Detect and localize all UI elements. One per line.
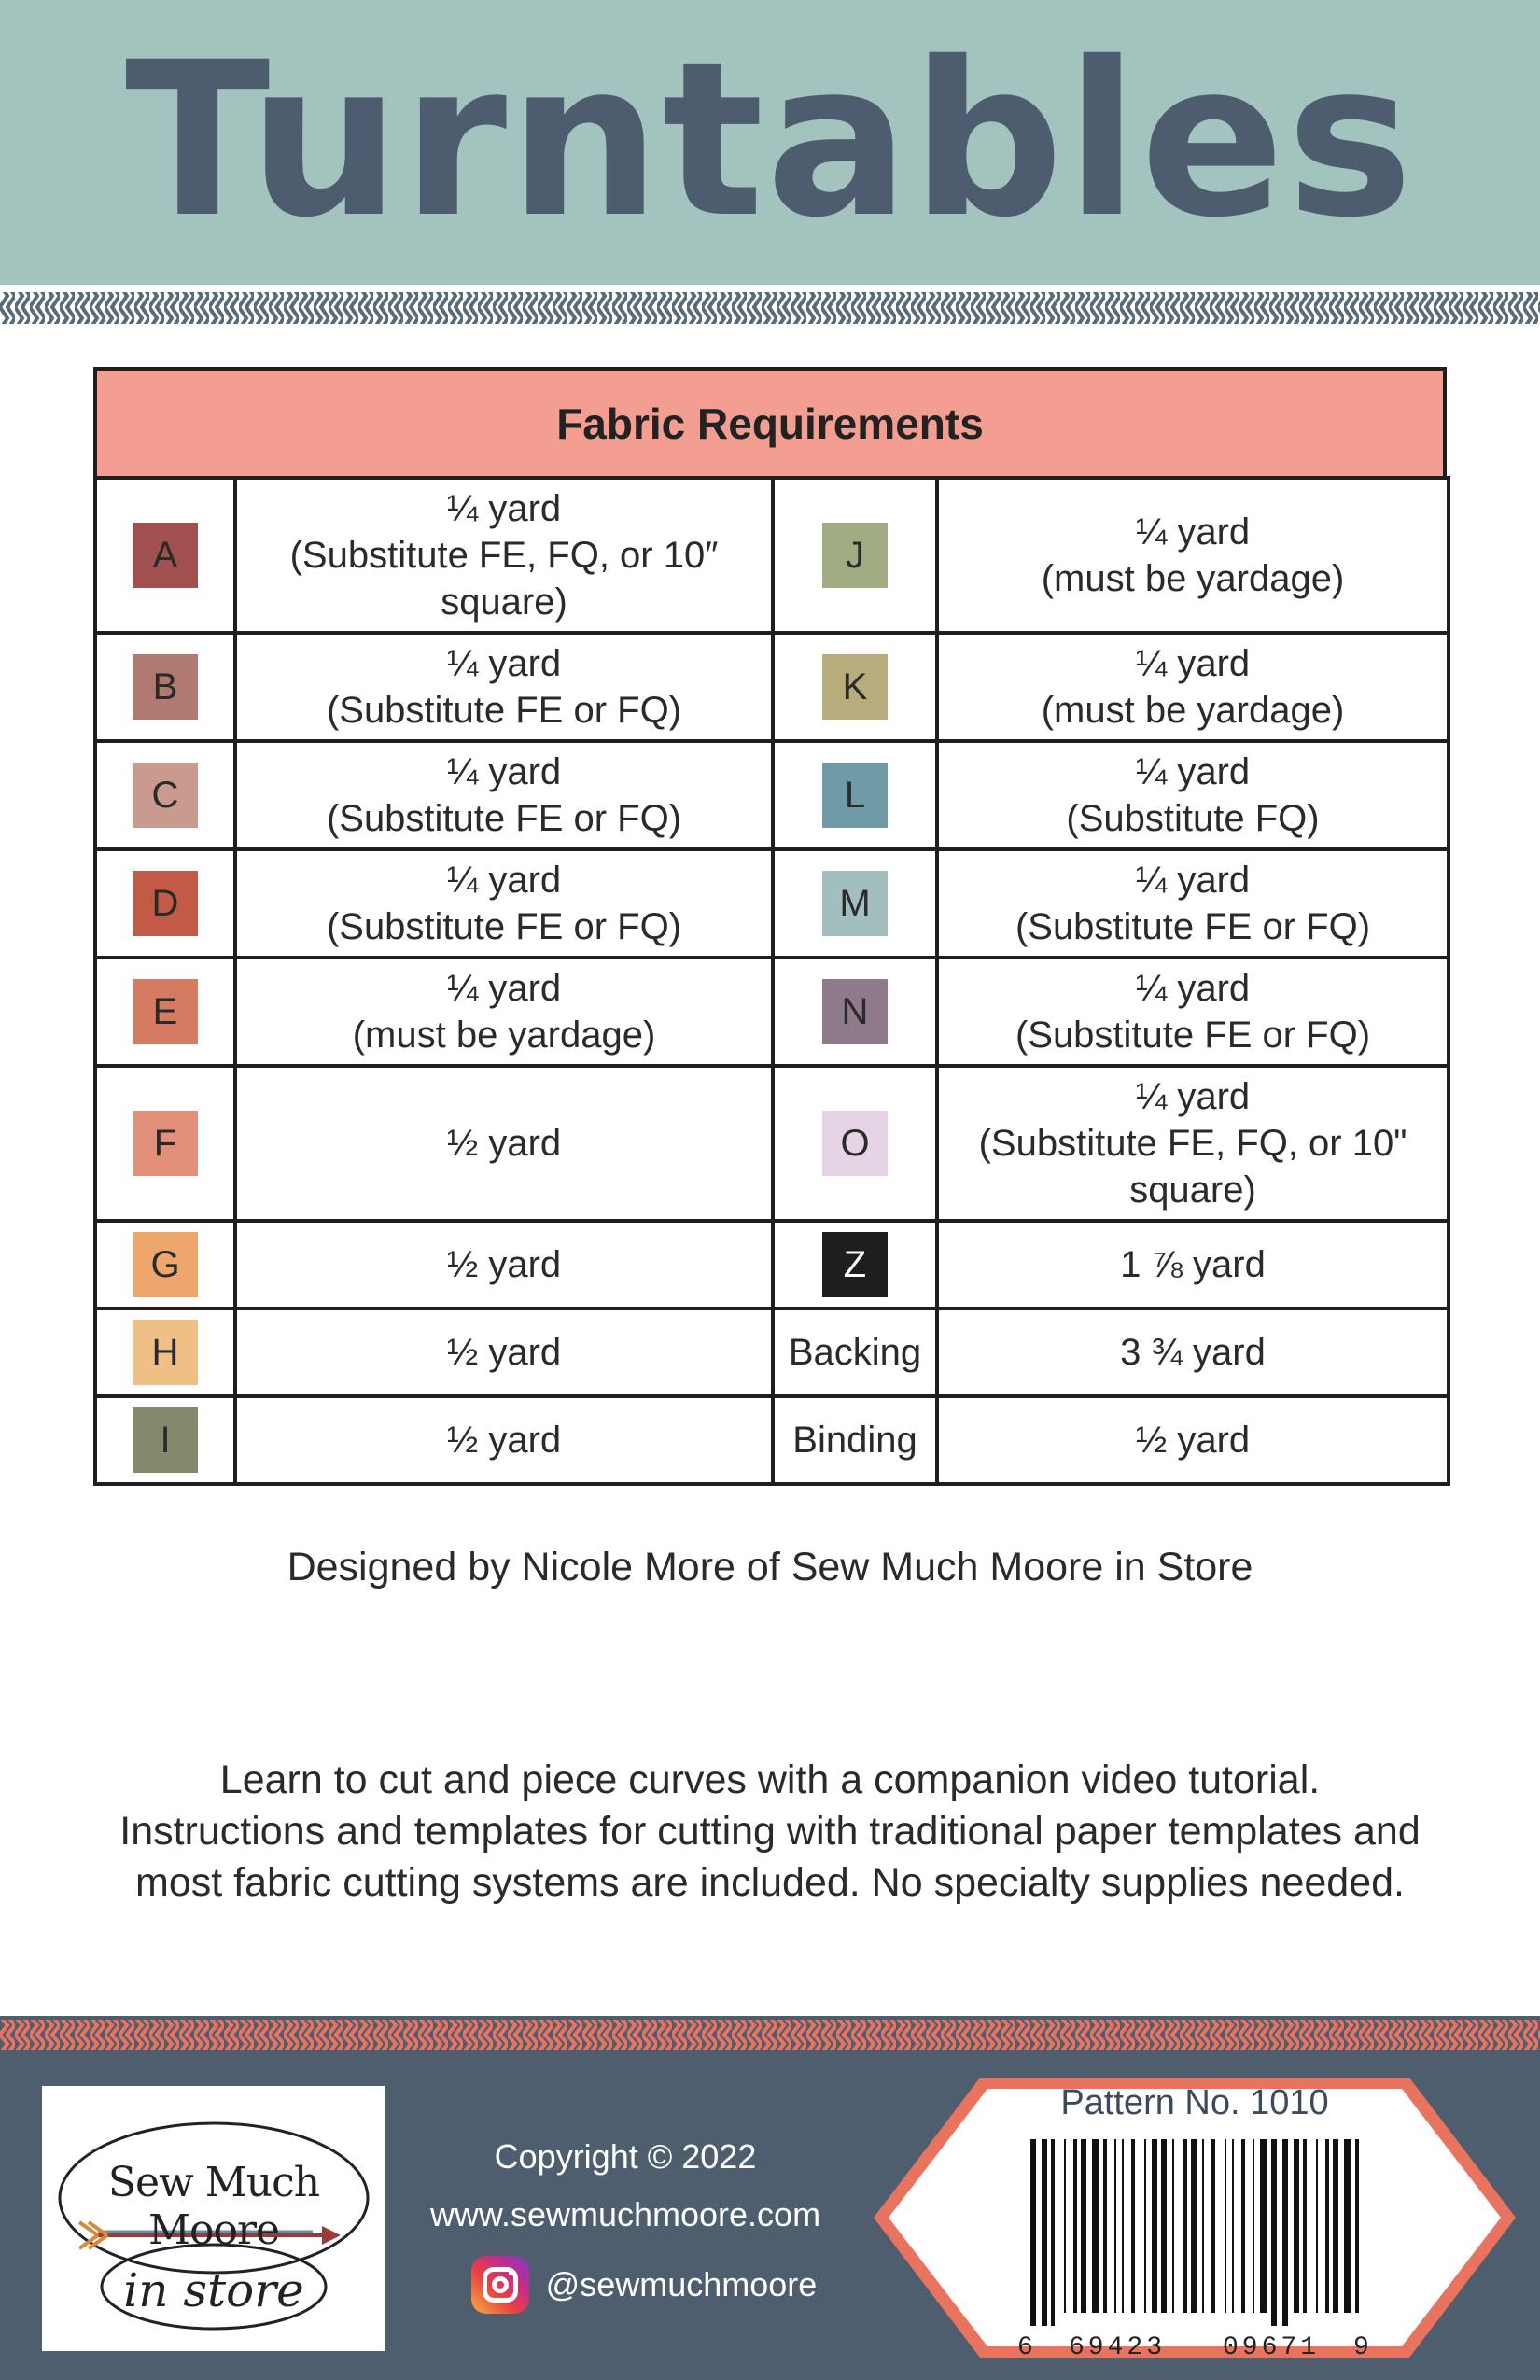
fabric-amount: ¼ yard [1135,968,1251,1009]
fabric-swatch-cell [95,1396,235,1484]
barcode-bar [1161,2139,1167,2313]
fabric-row [95,1066,1449,1221]
fabric-amount: ½ yard [446,1332,562,1373]
fabric-swatch-cell [95,633,235,741]
fabric-amount: ½ yard [446,1244,562,1285]
fabric-swatch-cell [95,1221,235,1309]
table-heading: Fabric Requirements [93,367,1447,476]
fabric-swatch: K [822,654,888,720]
fabric-row [95,633,1449,741]
fabric-amount: ¼ yard [1135,860,1251,901]
fabric-swatch: F [133,1111,198,1176]
fabric-row [95,741,1449,849]
fabric-amount-cell [937,849,1449,958]
fabric-swatch: D [133,871,198,936]
footer [0,2053,1540,2380]
barcode-bar [1152,2139,1157,2313]
barcode-bar [1333,2139,1338,2313]
barcode-bar [1144,2139,1146,2313]
fabric-amount: ½ yard [446,1123,562,1164]
barcode-bar [1081,2139,1086,2313]
page-title: Turntables [124,16,1416,264]
fabric-amount: ¼ yard [446,643,562,684]
description-line: Instructions and templates for cutting with traditional paper templates and [119,1809,1421,1854]
chevron-border-top [0,285,1540,329]
barcode-bar [1225,2139,1226,2313]
barcode-bar [1294,2139,1299,2313]
barcode-bar [1122,2139,1124,2313]
barcode-bar [1211,2139,1215,2313]
fabric-note: square) [1129,1169,1256,1211]
fabric-swatch: M [822,871,888,936]
fabric-swatch: J [822,523,888,588]
fabric-swatch-cell [95,958,235,1066]
fabric-note: (Substitute FE or FQ) [326,690,682,731]
barcode-bar [1183,2139,1187,2313]
fabric-amount-cell [235,741,773,849]
fabric-amount-cell [235,958,773,1066]
chevron-border-bottom [0,2016,1540,2053]
logo-wordmark: Sew Much Moore [107,2159,320,2254]
fabric-amount: ¼ yard [1135,511,1251,553]
fabric-row [95,1221,1449,1309]
barcode-bar [1202,2139,1204,2313]
barcode-bar [1241,2139,1245,2313]
fabric-swatch-cell [773,958,937,1066]
fabric-row [95,1396,1449,1484]
barcode-bar [1253,2139,1254,2313]
barcode-bar [1355,2139,1359,2313]
brand-logo [42,2086,385,2351]
barcode-bar [1344,2139,1351,2313]
fabric-swatch-cell [95,478,235,633]
fabric-requirements-table [93,367,1447,1486]
fabric-swatch-cell [95,741,235,849]
fabric-amount-cell [235,849,773,958]
fabric-swatch-cell [773,849,937,958]
fabric-amount: ½ yard [1135,1420,1251,1461]
designer-credit: Designed by Nicole More of Sew Much Moore in Store [287,1545,1253,1589]
fabric-swatch: L [822,763,888,828]
fabric-amount: ¼ yard [446,968,562,1009]
fabric-note: (Substitute FE or FQ) [1015,906,1371,947]
barcode-bar [1172,2139,1174,2313]
fabric-amount-cell [937,958,1449,1066]
fabric-note: (must be yardage) [1041,690,1345,731]
fabric-amount-cell [937,1066,1449,1221]
description-line: most fabric cutting systems are included. No specialty supplies needed. [135,1860,1405,1905]
barcode-bar [1030,2139,1036,2326]
fabric-row [95,478,1449,633]
barcode-bar [1131,2139,1135,2313]
fabric-row [95,1309,1449,1396]
barcode-lead-digit: 6 [1017,2333,1033,2362]
fabric-amount: 3 ¾ yard [1120,1332,1266,1373]
fabric-note: (Substitute FE or FQ) [326,798,682,839]
instagram-icon [471,2256,529,2314]
fabric-swatch: B [133,654,198,720]
fabric-swatch-cell [773,1066,937,1221]
barcode-bar [1042,2139,1047,2326]
barcode-bar [1260,2139,1267,2313]
fabric-amount: ½ yard [446,1420,562,1461]
fabric-amount-cell [937,1221,1449,1309]
barcode-digits-right: 09671 [1223,2333,1321,2362]
barcode-bar [1051,2139,1055,2326]
fabric-swatch: I [133,1407,198,1473]
fabric-amount-cell [937,1309,1449,1396]
pattern-description [47,1755,1493,1909]
fabric-amount: ¼ yard [446,860,562,901]
fabric-amount-cell [937,741,1449,849]
fabric-swatch-cell [95,1066,235,1221]
fabric-label: Binding [792,1420,917,1461]
fabric-swatch-cell [773,741,937,849]
fabric-row [95,958,1449,1066]
fabric-swatch-cell [773,478,937,633]
fabric-amount-cell [235,1221,773,1309]
fabric-swatch-cell [773,1221,937,1309]
fabric-amount-cell [235,1309,773,1396]
barcode [1027,2139,1363,2326]
fabric-amount: ¼ yard [1135,1076,1251,1117]
fabric-swatch-cell [773,633,937,741]
fabric-amount-cell [937,478,1449,633]
barcode-bar [1191,2139,1197,2313]
barcode-bar [1232,2139,1234,2313]
barcode-bar [1114,2139,1116,2313]
fabric-note: (must be yardage) [1041,558,1345,599]
fabric-label: Backing [788,1332,922,1373]
fabric-amount: ¼ yard [446,751,562,792]
header-banner [0,0,1540,285]
fabric-note: (must be yardage) [352,1015,656,1056]
fabric-swatch: E [133,979,198,1044]
barcode-digits-left: 69423 [1069,2333,1167,2362]
barcode-bar [1325,2139,1329,2313]
fabric-amount: 1 ⅞ yard [1120,1244,1266,1285]
barcode-bar [1316,2139,1318,2313]
barcode-bar [1092,2139,1099,2313]
fabric-note: (Substitute FE, FQ, or 10″ [289,535,719,576]
fabric-swatch-cell [95,849,235,958]
fabric-swatch-cell [95,1309,235,1396]
description-line: Learn to cut and piece curves with a companion video tutorial. [219,1757,1321,1802]
fabric-amount: ¼ yard [446,488,562,529]
fabric-note: square) [441,581,567,623]
fabric-swatch: N [822,979,888,1044]
fabric-note: (Substitute FE, FQ, or 10" [978,1123,1407,1164]
barcode-bar [1282,2139,1288,2326]
barcode-bar [1064,2139,1066,2313]
website-link[interactable]: www.sewmuchmoore.com [429,2195,821,2233]
fabric-amount: ¼ yard [1135,643,1251,684]
fabric-amount-cell [235,633,773,741]
fabric-swatch: O [822,1111,888,1176]
instagram-handle: @sewmuchmoore [545,2265,818,2303]
fabric-row [95,849,1449,958]
logo-tagline: in store [123,2263,304,2317]
fabric-amount-cell [937,1396,1449,1484]
pattern-number: Pattern No. 1010 [1060,2083,1329,2122]
fabric-swatch: G [133,1232,198,1297]
fabric-swatch-cell [773,1396,937,1484]
fabric-swatch: A [133,523,198,588]
barcode-bar [1271,2139,1277,2326]
fabric-swatch: C [133,763,198,828]
copyright-text: Copyright © 2022 [494,2137,757,2176]
fabric-amount: ¼ yard [1135,751,1251,792]
fabric-amount-cell [235,1066,773,1221]
fabric-amount-cell [235,1396,773,1484]
fabric-amount-cell [937,633,1449,741]
fabric-note: (Substitute FQ) [1066,798,1320,839]
fabric-swatch-cell [773,1309,937,1396]
instagram-link[interactable] [448,2257,840,2313]
fabric-swatch: H [133,1320,198,1385]
barcode-bar [1073,2139,1077,2313]
fabric-amount-cell [235,478,773,633]
barcode-bar [1103,2139,1107,2313]
fabric-note: (Substitute FE or FQ) [1015,1015,1371,1056]
barcode-bar [1303,2139,1307,2313]
barcode-check-digit: 9 [1353,2333,1369,2362]
fabric-note: (Substitute FE or FQ) [326,906,682,947]
fabric-swatch: Z [822,1232,888,1297]
